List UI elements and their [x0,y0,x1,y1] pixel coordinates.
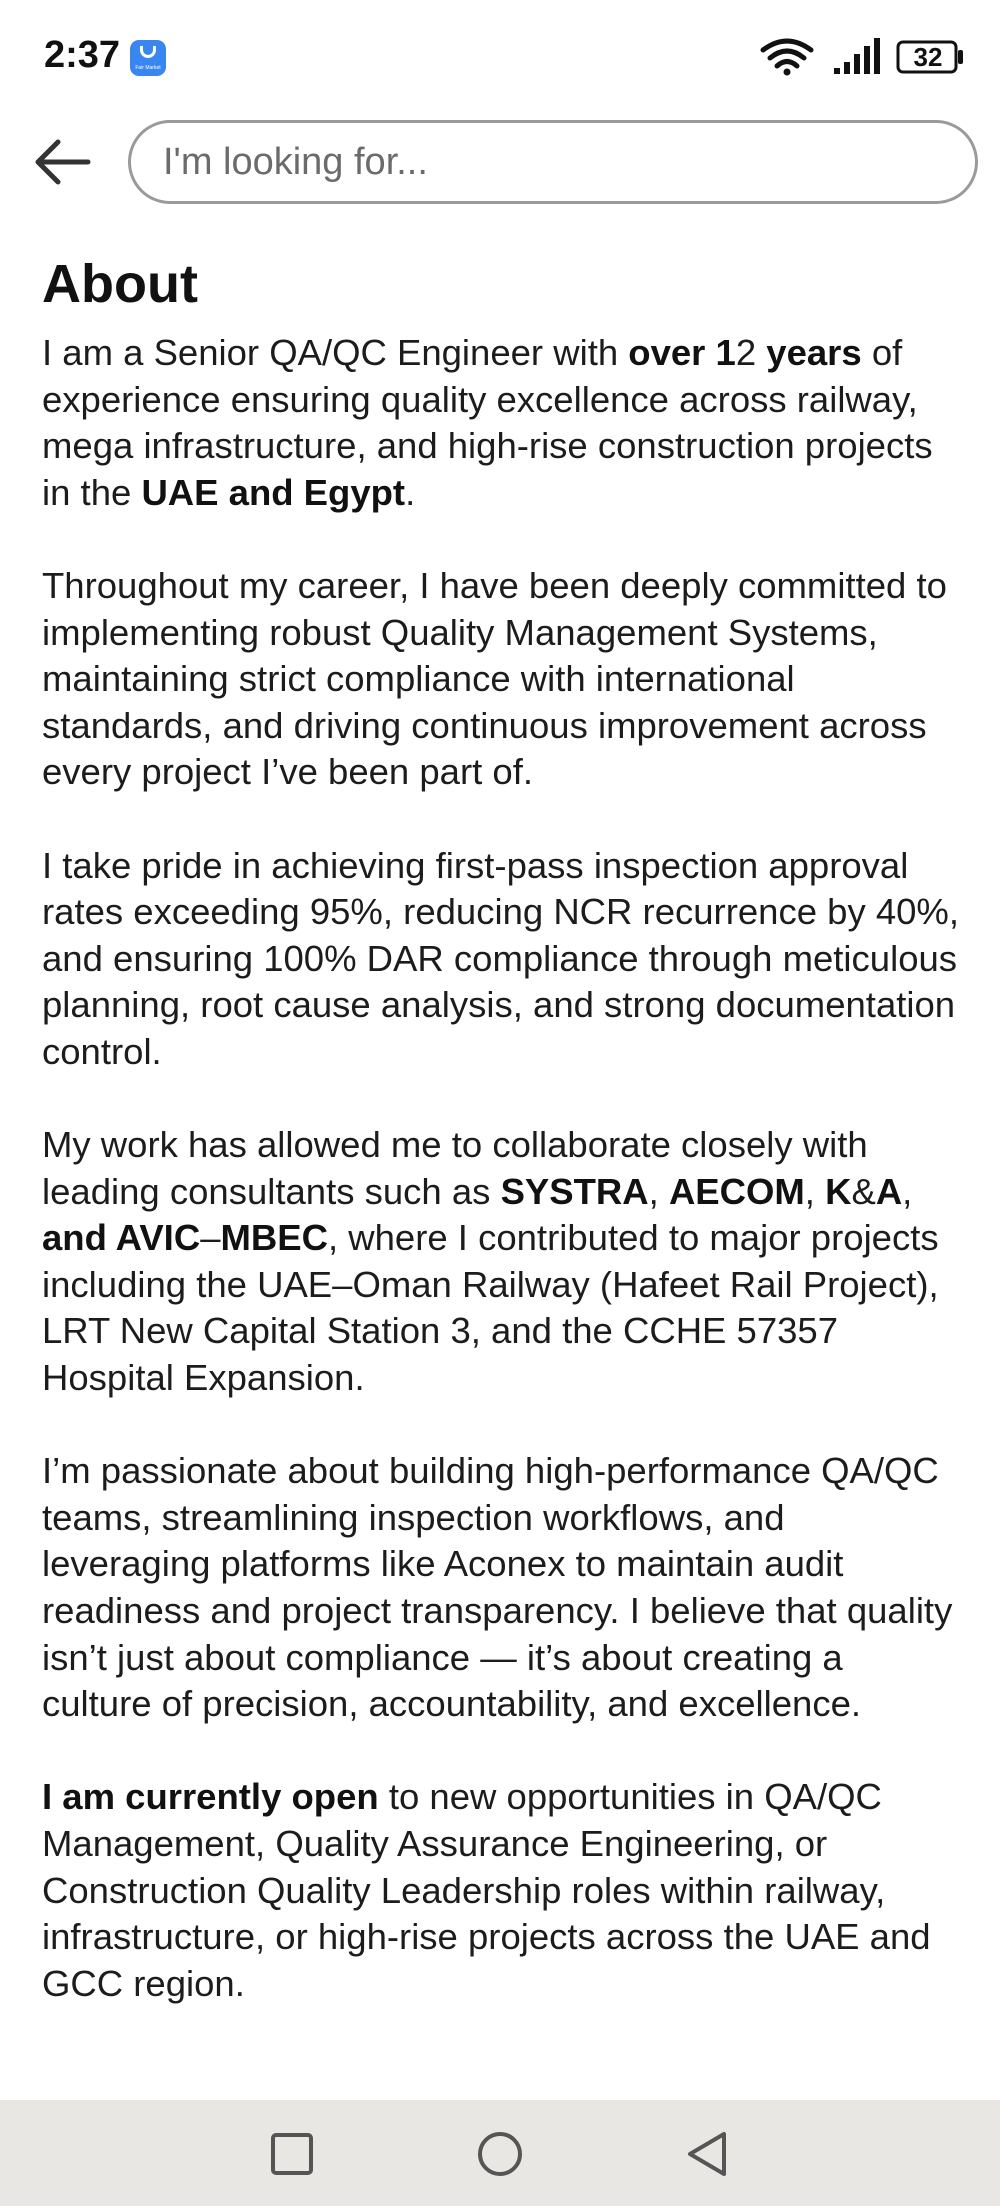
bold-text: and AVIC [42,1217,201,1259]
about-paragraph [42,1448,962,1728]
body-text: , where I contributed to major projects including the UAE–Oman Railway (Hafeet Rail Project), LRT New Capital Station 3, and the CCHE 57357 Hospital Expansion. [42,1217,939,1399]
body-text: I am a Senior QA/QC Engineer with [42,332,629,373]
bold-text: UAE and Egypt [141,471,406,513]
status-bar [0,0,1000,118]
body-text: I’m passionate about building high-performance QA/QC teams, streamlining inspection workflows, and leveraging platforms like Aconex to maintain audit readiness and project transparency. I believe that quality isn’t just about compliance — it’s about creating a culture of precision, accountability, and excellence. [42,1450,953,1725]
bold-text: over 1 [628,332,736,373]
about-paragraph [42,1122,962,1402]
page-title: About [42,254,198,314]
body-text: to new opportunities in QA/QC Management, Quality Assurance Engineering, or Construction Quality Leadership roles within railway, infrastructure, or high-rise projects across the UAE and GCC region. [42,1776,931,2004]
system-nav-bar [0,2100,1000,2206]
body-text: , [648,1170,669,1212]
home-circle-icon[interactable] [472,2126,528,2182]
search-header [0,120,1000,206]
body-text: . [405,471,416,513]
bold-text: A [875,1170,903,1212]
status-time: 2:37 [44,34,121,76]
bold-text: I am currently open [42,1776,379,1818]
body-text: I take pride in achieving first-pass inspection approval rates exceeding 95%, reducing NCR recurrence by 40%, and ensuring 100% DAR compliance through meticulous planning, root cause analysis, and strong documentation control. [42,844,960,1072]
recents-square-icon[interactable] [264,2126,320,2182]
body-text: , [902,1170,913,1212]
search-input[interactable] [128,120,978,204]
bold-text: MBEC [220,1217,328,1259]
about-paragraph [42,843,962,1076]
bold-text: K [825,1170,852,1212]
body-text: & [851,1170,876,1212]
bold-text: years [766,332,862,373]
body-text: 2 [735,332,767,373]
body-text: Throughout my career, I have been deeply committed to implementing robust Quality Management Systems, maintaining strict compliance with international standards, and driving continuous improvement across every project I’ve been part of. [42,564,947,793]
app-badge-label: Fair Market [135,65,161,71]
about-section [42,248,962,2054]
about-paragraph [42,563,962,796]
app-notification-icon [130,40,166,76]
about-text [42,330,962,2007]
body-text: My work has allowed me to collaborate closely with leading consultants such as [42,1124,868,1212]
body-text: of experience ensuring quality excellence across railway, mega infrastructure, and high-rise construction projects in the [42,332,933,513]
body-text: – [200,1217,221,1259]
wifi-icon [760,36,814,76]
battery-level: 32 [913,42,943,72]
back-arrow-icon[interactable] [30,134,94,190]
about-paragraph [42,1774,962,2007]
bold-text: SYSTRA [500,1170,649,1212]
bold-text: AECOM [668,1170,805,1212]
back-triangle-icon[interactable] [680,2126,736,2182]
signal-icon [832,36,886,76]
about-paragraph [42,330,962,516]
body-text: , [804,1170,826,1212]
